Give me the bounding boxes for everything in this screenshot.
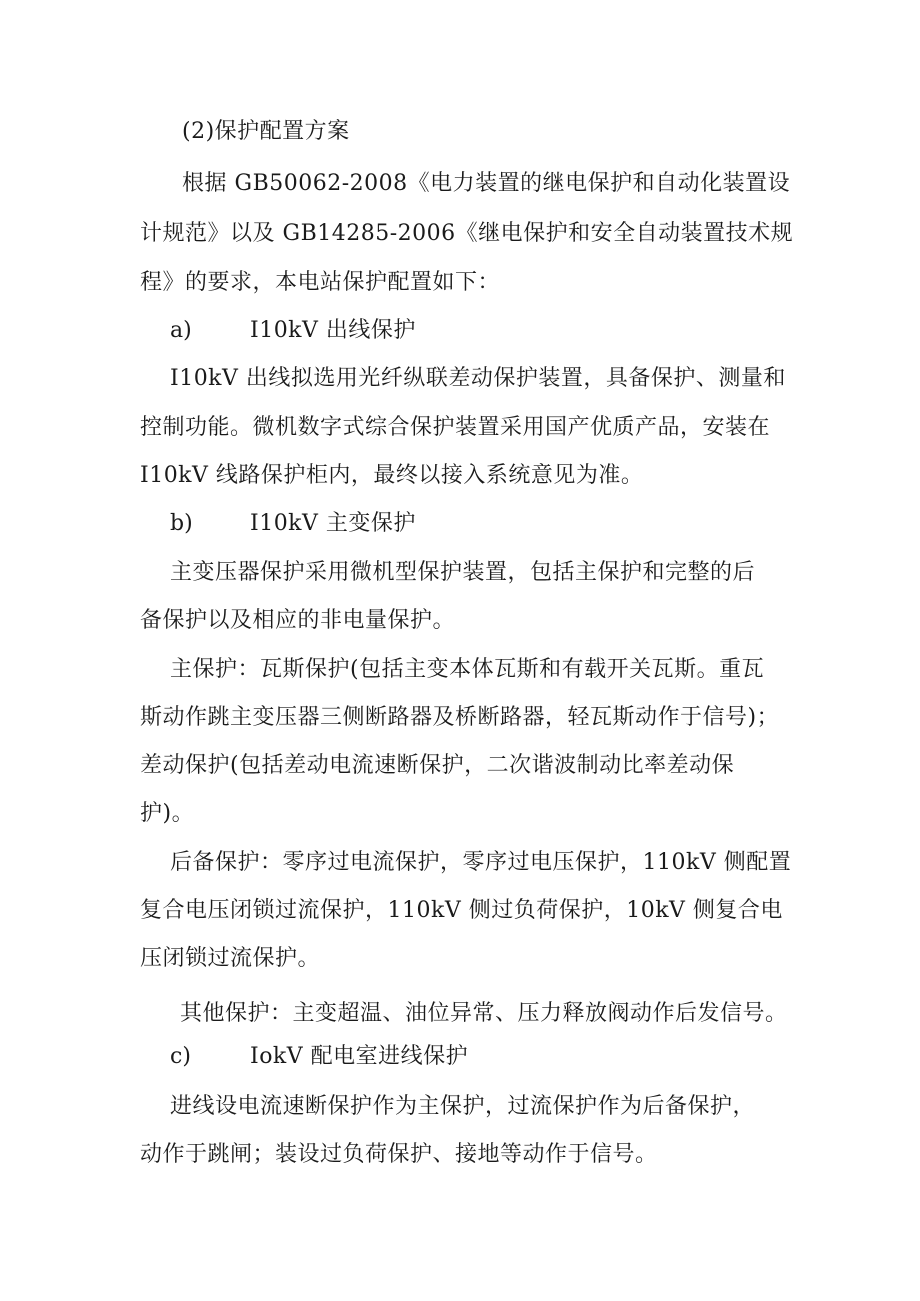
intro-line-1: 根据 GB50062-2008《电力装置的继电保护和自动化装置设: [182, 171, 791, 196]
main-protection-1: 主保护：瓦斯保护(包括主变本体瓦斯和有载开关瓦斯。重瓦: [170, 657, 765, 682]
item-a-body-1: I10kV 出线拟选用光纤纵联差动保护装置，具备保护、测量和: [170, 366, 786, 391]
item-c-body-1: 进线设电流速断保护作为主保护，过流保护作为后备保护，: [170, 1094, 756, 1119]
item-c-body-2: 动作于跳闸；装设过负荷保护、接地等动作于信号。: [140, 1142, 658, 1167]
item-b-title: I10kV 主变保护: [250, 511, 416, 536]
section-heading: (2)保护配置方案: [182, 119, 350, 144]
backup-protection-2: 复合电压闭锁过流保护，110kV 侧过负荷保护，10kV 侧复合电: [140, 898, 783, 923]
item-a-body-2: 控制功能。微机数字式综合保护装置采用国产优质产品，安装在: [140, 415, 771, 440]
item-c-label: c): [170, 1044, 191, 1069]
main-protection-3: 差动保护(包括差动电流速断保护，二次谐波制动比率差动保: [140, 753, 735, 778]
item-b-intro-2: 备保护以及相应的非电量保护。: [140, 608, 456, 633]
backup-protection-3: 压闭锁过流保护。: [140, 946, 321, 971]
item-a-label: a): [170, 318, 192, 343]
main-protection-2: 斯动作跳主变压器三侧断路器及桥断路器，轻瓦斯动作于信号)；: [140, 705, 780, 730]
item-a-body-3: I10kV 线路保护柜内，最终以接入系统意见为准。: [140, 463, 644, 488]
item-a-title: I10kV 出线保护: [250, 318, 416, 343]
item-c-title: IokV 配电室进线保护: [250, 1044, 469, 1069]
main-protection-4: 护)。: [140, 801, 195, 826]
intro-line-2: 计规范》以及 GB14285-2006《继电保护和安全自动装置技术规: [140, 221, 794, 246]
other-protection: 其他保护：主变超温、油位异常、压力释放阀动作后发信号。: [180, 1001, 788, 1026]
item-b-label: b): [170, 511, 193, 536]
backup-protection-1: 后备保护：零序过电流保护，零序过电压保护，110kV 侧配置: [170, 850, 792, 875]
intro-line-3: 程》的要求，本电站保护配置如下：: [140, 270, 501, 295]
item-b-intro-1: 主变压器保护采用微机型保护装置，包括主保护和完整的后: [170, 560, 756, 585]
